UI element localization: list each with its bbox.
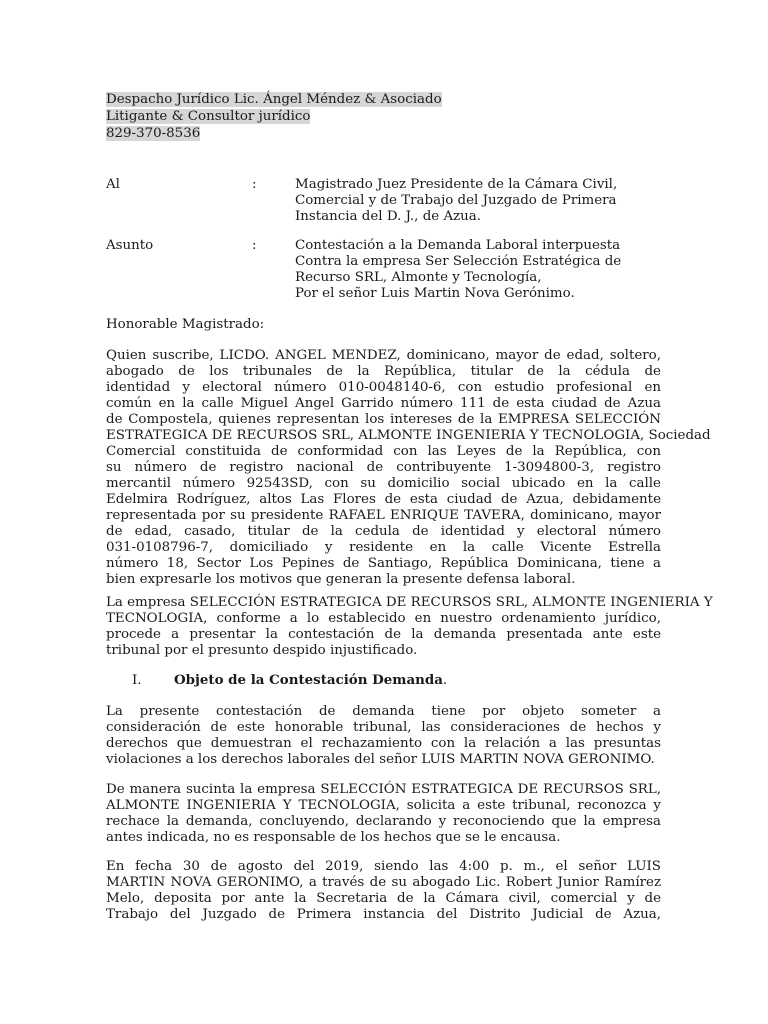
subject-value — [295, 238, 655, 302]
paragraph-line: La empresa SELECCIÓN ESTRATEGICA DE RECURSOS SRL, ALMONTE INGENIERIA Y — [106, 595, 713, 610]
paragraph-facts — [106, 859, 661, 923]
letterhead-firm-name: Despacho Jurídico Lic. Ángel Méndez & Asociado — [106, 92, 442, 107]
addressee-label: Al — [106, 177, 120, 192]
subject-line: Por el señor Luis Martin Nova Gerónimo. — [295, 286, 575, 301]
paragraph-line: procede a presentar la contestación de la demanda presentada ante este — [106, 627, 661, 642]
letterhead — [106, 92, 442, 143]
paragraph-line: Edelmira Rodríguez, altos Las Flores de esta ciudad de Azua, debidamente — [106, 492, 661, 507]
paragraph-line: Trabajo del Juzgado de Primera instancia del Distrito Judicial de Azua, — [106, 907, 661, 922]
paragraph-line: Comercial constituida de conformidad con las Leyes de la República, con — [106, 444, 661, 459]
paragraph-line: ESTRATEGICA DE RECURSOS SRL, ALMONTE INGENIERIA Y TECNOLOGIA, Sociedad — [106, 428, 711, 443]
paragraph-line: mercantil número 92543SD, con su domicilio social ubicado en la calle — [106, 476, 661, 491]
paragraph-line: derechos que demuestran el rechazamiento con la relación a las presuntas — [106, 736, 661, 751]
addressee-value — [295, 177, 655, 225]
paragraph-company-response — [106, 595, 713, 659]
addressee-colon: : — [252, 177, 257, 192]
letterhead-subtitle: Litigante & Consultor jurídico — [106, 109, 311, 124]
paragraph-line: Melo, deposita por ante la Secretaria de la Cámara civil, comercial y de — [106, 891, 661, 906]
paragraph-line: de Compostela, quienes representan los intereses de la EMPRESA SELECCIÓN — [106, 412, 661, 427]
paragraph-line: TECNOLOGIA, conforme a lo establecido en nuestro ordenamiento jurídico, — [106, 611, 661, 626]
letterhead-phone: 829-370-8536 — [106, 126, 201, 141]
paragraph-line: Quien suscribe, LICDO. ANGEL MENDEZ, dominicano, mayor de edad, soltero, — [106, 348, 661, 363]
subject-line: Recurso SRL, Almonte y Tecnología, — [295, 270, 542, 285]
paragraph-line: bien expresarle los motivos que generan la presente defensa laboral. — [106, 572, 576, 587]
paragraph-line: de edad, casado, titular de la cedula de identidad y electoral número — [106, 524, 661, 539]
addressee-line: Instancia del D. J., de Azua. — [295, 209, 482, 224]
addressee-line: Magistrado Juez Presidente de la Cámara Civil, — [295, 177, 618, 192]
paragraph-line: antes indicada, no es responsable de los hechos que se le encausa. — [106, 830, 561, 845]
section-title: Objeto de la Contestación Demanda — [174, 672, 443, 688]
paragraph-line: consideración de este honorable tribunal, las consideraciones de hechos y — [106, 720, 661, 735]
paragraph-summary — [106, 782, 661, 846]
paragraph-line: tribunal por el presunto despido injustificado. — [106, 643, 418, 658]
paragraph-line: común en la calle Miguel Angel Garrido número 111 de esta ciudad de Azua — [106, 396, 661, 411]
paragraph-line: su número de registro nacional de contribuyente 1-3094800-3, registro — [106, 460, 661, 475]
paragraph-line: violaciones a los derechos laborales del señor LUIS MARTIN NOVA GERONIMO. — [106, 752, 655, 767]
paragraph-introduction — [106, 348, 711, 588]
subject-line: Contra la empresa Ser Selección Estratégica de — [295, 254, 622, 269]
subject-colon: : — [252, 238, 257, 253]
paragraph-line: ALMONTE INGENIERIA Y TECNOLOGIA, solicita a este tribunal, reconozca y — [106, 798, 661, 813]
paragraph-line: De manera sucinta la empresa SELECCIÓN ESTRATEGICA DE RECURSOS SRL, — [106, 782, 661, 797]
paragraph-line: abogado de los tribunales de la República, titular de la cédula de — [106, 364, 661, 379]
paragraph-line: rechace la demanda, concluyendo, declarando y reconociendo que la empresa — [106, 814, 661, 829]
paragraph-line: representada por su presidente RAFAEL ENRIQUE TAVERA, dominicano, mayor — [106, 508, 661, 523]
section-number: I. — [132, 673, 142, 688]
section-heading-objeto — [132, 672, 447, 689]
paragraph-objeto — [106, 704, 661, 768]
salutation: Honorable Magistrado: — [106, 317, 265, 332]
addressee-line: Comercial y de Trabajo del Juzgado de Primera — [295, 193, 617, 208]
paragraph-line: La presente contestación de demanda tiene por objeto someter a — [106, 704, 661, 719]
subject-line: Contestación a la Demanda Laboral interpuesta — [295, 238, 621, 253]
paragraph-line: 031-0108796-7, domiciliado y residente en la calle Vicente Estrella — [106, 540, 661, 555]
paragraph-line: En fecha 30 de agosto del 2019, siendo las 4:00 p. m., el señor LUIS — [106, 859, 661, 874]
paragraph-line: número 18, Sector Los Pepines de Santiago, República Dominicana, tiene a — [106, 556, 661, 571]
paragraph-line: identidad y electoral número 010-0048140-6, con estudio profesional en — [106, 380, 661, 395]
subject-label: Asunto — [106, 238, 154, 253]
paragraph-line: MARTIN NOVA GERONIMO, a través de su abogado Lic. Robert Junior Ramírez — [106, 875, 661, 890]
section-title-period: . — [442, 673, 448, 688]
